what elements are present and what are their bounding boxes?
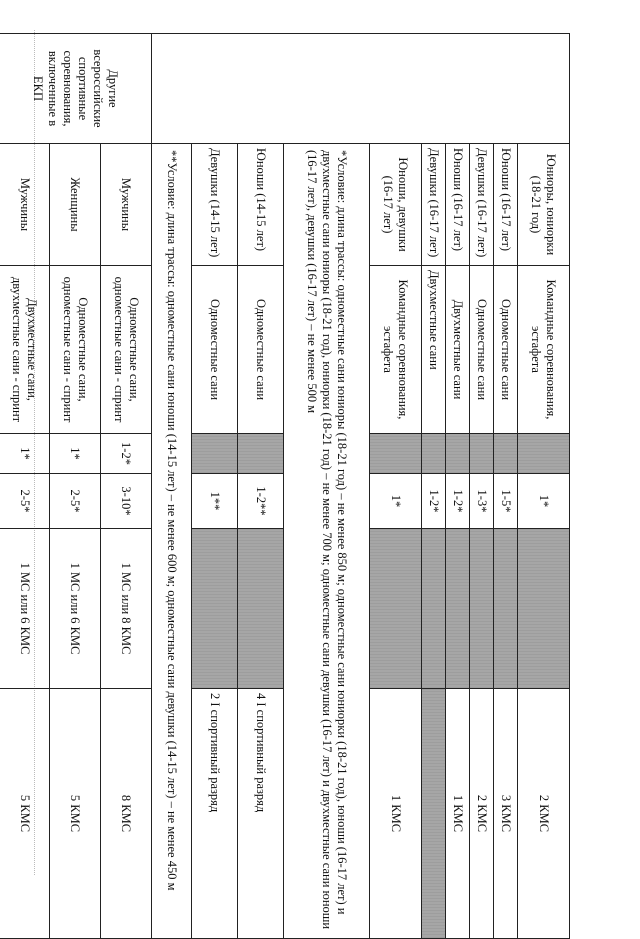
- discipline-cell: Одноместные сани: [494, 266, 518, 434]
- rotated-table-container: [0, 33, 570, 938]
- place-cell: 1-2*: [422, 474, 446, 529]
- shaded-cell: [470, 434, 494, 474]
- norms-table: [0, 33, 570, 939]
- place-cell: 1-2*: [446, 474, 470, 529]
- table-row: [422, 34, 446, 939]
- norm-cell: 1 МС или 6 КМС: [0, 529, 50, 689]
- discipline-cell: Одноместные сани, одноместные сани - спринт: [50, 266, 101, 434]
- section-label-cell: Другие всероссийские спортивные соревнования, включенные в ЕКП: [0, 34, 152, 144]
- footnote-cell: **Условие: длина трассы: одноместные сани юноши (14-15 лет) – не менее 600 м; одноместные сани девушки (14-15 лет) – не менее 450 м: [152, 144, 192, 939]
- shaded-cell: [370, 434, 422, 474]
- age-group-cell: Юноши (16-17 лет): [446, 144, 470, 266]
- shaded-cell: [192, 434, 238, 474]
- table-row: [0, 34, 50, 939]
- shaded-cell: [446, 434, 470, 474]
- place-cell: 2-5*: [0, 474, 50, 529]
- age-group-cell: Девушки (14-15 лет): [192, 144, 238, 266]
- discipline-cell: Двухместные сани: [446, 266, 470, 434]
- place-cell: 1*: [0, 434, 50, 474]
- discipline-cell: Командные соревнования, эстафета: [518, 266, 570, 434]
- section-empty-cell: [152, 34, 570, 144]
- gender-cell: Мужчины: [101, 144, 152, 266]
- table-row: [101, 34, 152, 939]
- discipline-cell: Одноместные сани: [192, 266, 238, 434]
- table-row: [446, 34, 470, 939]
- table-row: [238, 34, 284, 939]
- discipline-cell: Одноместные сани: [470, 266, 494, 434]
- discipline-cell: Одноместные сани, одноместные сани - спринт: [101, 266, 152, 434]
- place-cell: 1*: [518, 474, 570, 529]
- place-cell: 1*: [370, 474, 422, 529]
- age-group-cell: Девушки (16-17 лет): [470, 144, 494, 266]
- shaded-cell: [518, 529, 570, 689]
- table-row: [494, 34, 518, 939]
- table-row: [470, 34, 494, 939]
- rank-cell: 3 КМС: [494, 689, 518, 939]
- age-group-cell: Юниоры, юниорки (18-21 год): [518, 144, 570, 266]
- rank-cell: 2 КМС: [518, 689, 570, 939]
- shaded-cell: [370, 529, 422, 689]
- rank-cell: [422, 689, 446, 939]
- table-row: [284, 34, 370, 939]
- shaded-cell: [238, 434, 284, 474]
- table-row: [370, 34, 422, 939]
- footnote-cell: *Условие: длина трассы: одноместные сани юниоры (18-21 год) – не менее 850 м; одноместные сани юниорки (18-21 год), юноши (16-17 лет) и двухместные сани юниоры (18-21 год), юниорки (18-21 год) – не менее 700 м; одноместные сани девушки (16-17 лет) и двухместные сани юноши (16-17 лет), девушки (16-17 лет) – не менее 500 м: [284, 144, 370, 939]
- shaded-cell: [494, 434, 518, 474]
- place-cell: 1*: [50, 434, 101, 474]
- gender-cell: Женщины: [50, 144, 101, 266]
- age-group-cell: Девушки (16-17 лет): [422, 144, 446, 266]
- age-group-cell: Юноши, девушки (16-17 лет): [370, 144, 422, 266]
- age-group-cell: Юноши (14-15 лет): [238, 144, 284, 266]
- place-cell: 1-2**: [238, 474, 284, 529]
- rank-cell: 5 КМС: [50, 689, 101, 939]
- discipline-cell: Одноместные сани: [238, 266, 284, 434]
- rank-cell: 5 КМС: [0, 689, 50, 939]
- place-cell: 1-3*: [470, 474, 494, 529]
- place-cell: 2-5*: [50, 474, 101, 529]
- place-cell: 1-2*: [101, 434, 152, 474]
- shaded-cell: [422, 434, 446, 474]
- rank-cell: 1 КМС: [370, 689, 422, 939]
- rank-cell: 8 КМС: [101, 689, 152, 939]
- rank-cell: 1 КМС: [446, 689, 470, 939]
- shaded-cell: [518, 434, 570, 474]
- discipline-cell: Двухместные сани: [422, 266, 446, 434]
- table-row: [518, 34, 570, 939]
- rank-cell: 4 I спортивный разряд: [238, 689, 284, 939]
- norm-cell: 1 МС или 8 КМС: [101, 529, 152, 689]
- discipline-cell: Командные соревнования, эстафета: [370, 266, 422, 434]
- shaded-cell: [494, 529, 518, 689]
- shaded-cell: [422, 529, 446, 689]
- shaded-cell: [446, 529, 470, 689]
- table-row: [192, 34, 238, 939]
- rank-cell: 2 КМС: [470, 689, 494, 939]
- norm-cell: 1 МС или 6 КМС: [50, 529, 101, 689]
- place-cell: 1**: [192, 474, 238, 529]
- table-row: [152, 34, 192, 939]
- shaded-cell: [192, 529, 238, 689]
- discipline-cell: Двухместные сани, двухместные сани - спринт: [0, 266, 50, 434]
- shaded-cell: [470, 529, 494, 689]
- rank-cell: 2 I спортивный разряд: [192, 689, 238, 939]
- place-cell: 3-10*: [101, 474, 152, 529]
- table-row: [50, 34, 101, 939]
- age-group-cell: Юноши (16-17 лет): [494, 144, 518, 266]
- place-cell: 1-5*: [494, 474, 518, 529]
- shaded-cell: [238, 529, 284, 689]
- gender-cell: Мужчины: [0, 144, 50, 266]
